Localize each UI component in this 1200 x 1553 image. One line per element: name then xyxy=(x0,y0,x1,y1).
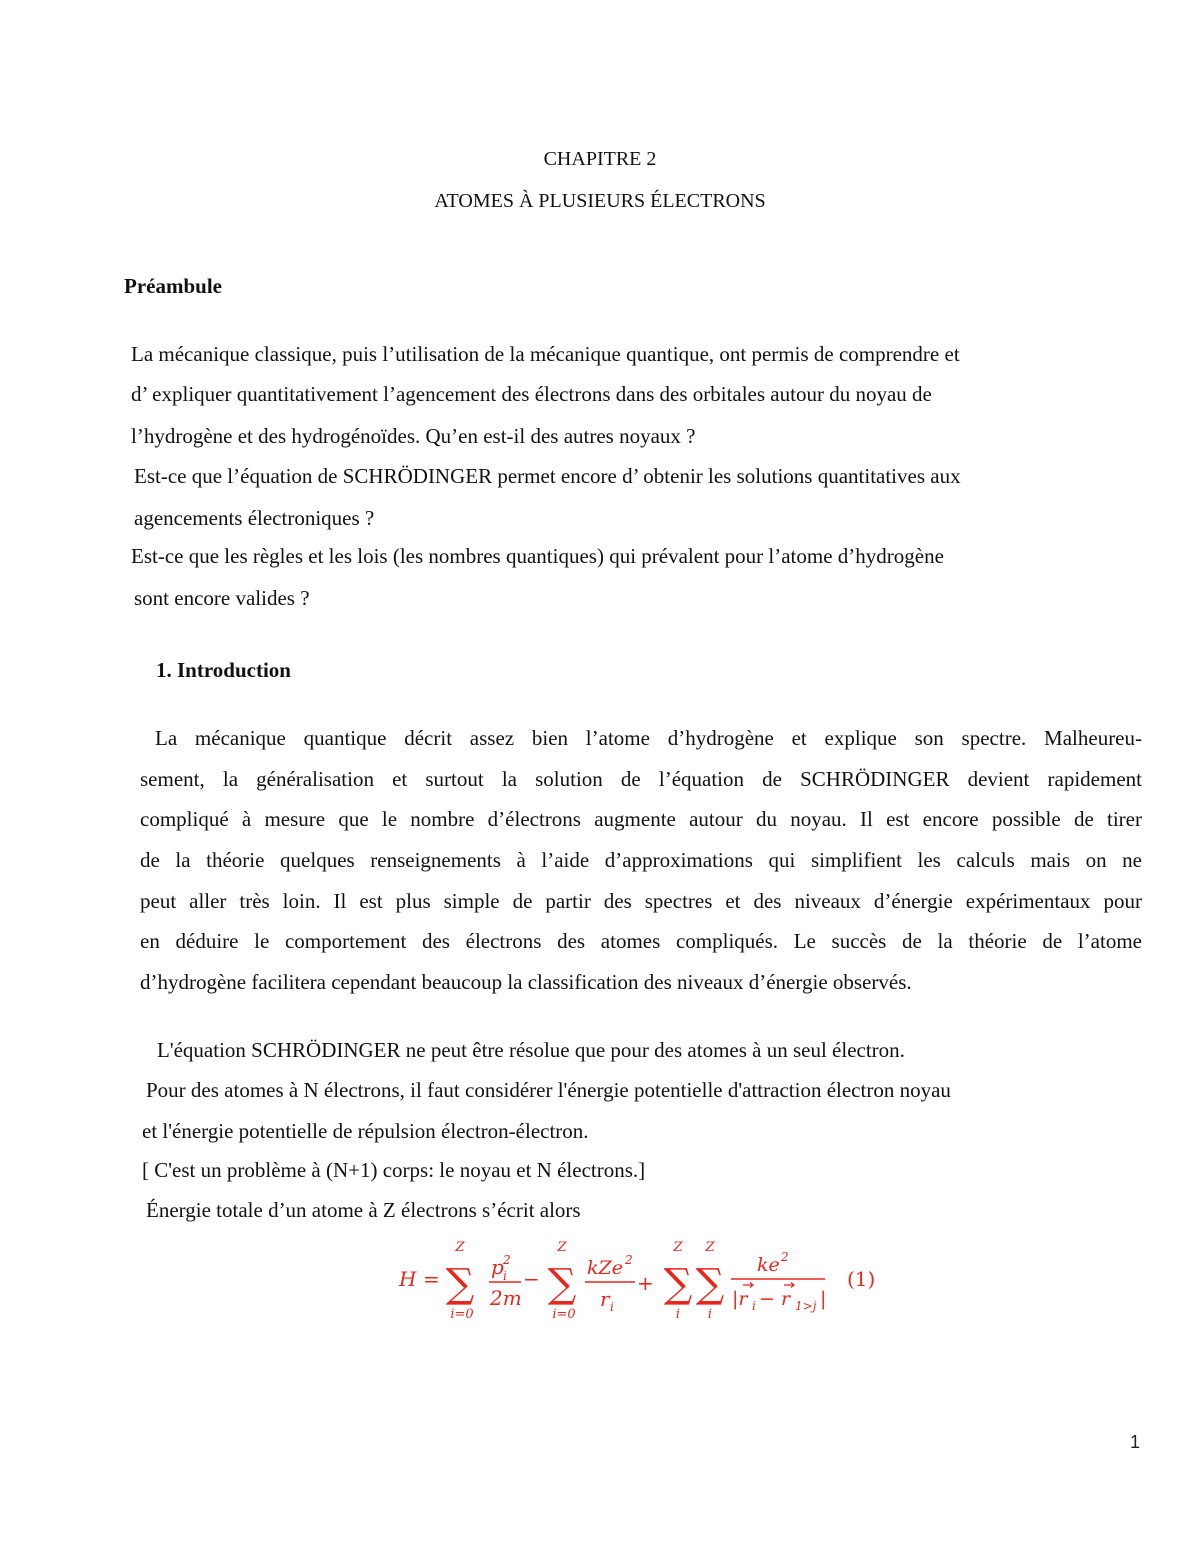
sum-upper-limit: Z xyxy=(705,1240,715,1255)
preamble-line: Est-ce que l’équation de SCHRÖDINGER permet encore d’ obtenir les solutions quantitatives aux xyxy=(134,464,961,488)
term2-denominator: r xyxy=(600,1287,610,1311)
vector-arrow-icon xyxy=(784,1283,794,1288)
term3-subscript-i: i xyxy=(752,1299,756,1313)
term1-denominator: 2m xyxy=(490,1286,522,1310)
paragraph-line: [ C'est un problème à (N+1) corps: le noyau et N électrons.] xyxy=(142,1158,646,1182)
preamble-heading: Préambule xyxy=(124,274,222,298)
paragraph-line: en déduire le comportement des électrons des atomes compliqués. Le succès de la théorie de l’atome xyxy=(140,929,1142,953)
sigma-symbol: ∑ xyxy=(695,1261,725,1307)
term1-subscript: i xyxy=(503,1269,507,1283)
eq-lhs: H xyxy=(399,1267,417,1291)
preamble-line: agencements électroniques ? xyxy=(134,506,375,530)
term3-superscript: 2 xyxy=(781,1250,789,1264)
sum-lower-limit: i=0 xyxy=(552,1307,576,1322)
term1-numerator: p xyxy=(491,1255,504,1279)
term1-superscript: 2 xyxy=(503,1253,511,1267)
term2-numerator: kZe xyxy=(587,1257,623,1279)
paragraph-line: peut aller très loin. Il est plus simple de partir des spectres et des niveaux d’énergie expérimentaux pour xyxy=(140,889,1142,913)
sum-lower-limit: i xyxy=(675,1307,681,1322)
eq-equals-sign: = xyxy=(423,1267,440,1291)
term2-denominator-subscript: i xyxy=(610,1300,614,1314)
term3-denominator-right: | xyxy=(820,1288,827,1310)
introduction-heading: 1. Introduction xyxy=(156,658,291,682)
preamble-line: d’ expliquer quantitativement l’agencement des électrons dans des orbitales autour du noyau de xyxy=(131,382,932,406)
eq-plus-sign: + xyxy=(637,1271,654,1295)
paragraph-line: Énergie totale d’un atome à Z électrons s’écrit alors xyxy=(146,1198,581,1222)
term3-denominator-middle: − r xyxy=(759,1288,791,1310)
sigma-symbol: ∑ xyxy=(547,1261,577,1307)
term3-denominator-left: |r xyxy=(732,1288,748,1310)
sum-upper-limit: Z xyxy=(673,1240,683,1255)
sum-upper-limit: Z xyxy=(455,1240,465,1255)
paragraph-line: de la théorie quelques renseignements à l’aide d’approximations qui simplifient les calculs mais on ne xyxy=(140,848,1142,872)
paragraph-line: et l'énergie potentielle de répulsion électron-électron. xyxy=(142,1119,589,1143)
hamiltonian-equation xyxy=(395,1234,895,1324)
sum-lower-limit: i xyxy=(707,1307,713,1322)
preamble-line: Est-ce que les règles et les lois (les nombres quantiques) qui prévalent pour l’atome d’hydrogène xyxy=(131,544,944,568)
eq-minus-sign: − xyxy=(523,1267,540,1291)
preamble-line: sont encore valides ? xyxy=(134,586,310,610)
paragraph-line: sement, la généralisation et surtout la solution de l’équation de SCHRÖDINGER devient rapidement xyxy=(140,767,1142,791)
paragraph-line: La mécanique quantique décrit assez bien l’atome d’hydrogène et explique son spectre. Malheureu- xyxy=(155,726,1142,750)
page-number: 1 xyxy=(1129,1432,1140,1452)
chapter-title: ATOMES À PLUSIEURS ÉLECTRONS xyxy=(434,190,766,212)
term3-subscript-j: 1>j xyxy=(795,1299,817,1313)
term3-numerator: ke xyxy=(757,1254,780,1276)
preamble-line: l’hydrogène et des hydrogénoïdes. Qu’en est-il des autres noyaux ? xyxy=(131,424,696,448)
sum-upper-limit: Z xyxy=(557,1240,567,1255)
paragraph-line: compliqué à mesure que le nombre d’électrons augmente autour du noyau. Il est encore possible de tirer xyxy=(140,807,1142,831)
equation-number: (1) xyxy=(847,1267,876,1291)
chapter-label: CHAPITRE 2 xyxy=(543,148,657,170)
paragraph-line: Pour des atomes à N électrons, il faut considérer l'énergie potentielle d'attraction électron noyau xyxy=(146,1078,951,1102)
term2-superscript: 2 xyxy=(625,1253,633,1267)
sigma-symbol: ∑ xyxy=(663,1261,693,1307)
sigma-symbol: ∑ xyxy=(445,1261,475,1307)
sum-lower-limit: i=0 xyxy=(450,1307,474,1322)
vector-arrow-icon xyxy=(743,1283,753,1288)
preamble-line: La mécanique classique, puis l’utilisation de la mécanique quantique, ont permis de comprendre et xyxy=(131,342,960,366)
paragraph-line: d’hydrogène facilitera cependant beaucoup la classification des niveaux d’énergie observés. xyxy=(140,970,912,994)
paragraph-line: L'équation SCHRÖDINGER ne peut être résolue que pour des atomes à un seul électron. xyxy=(157,1038,905,1062)
